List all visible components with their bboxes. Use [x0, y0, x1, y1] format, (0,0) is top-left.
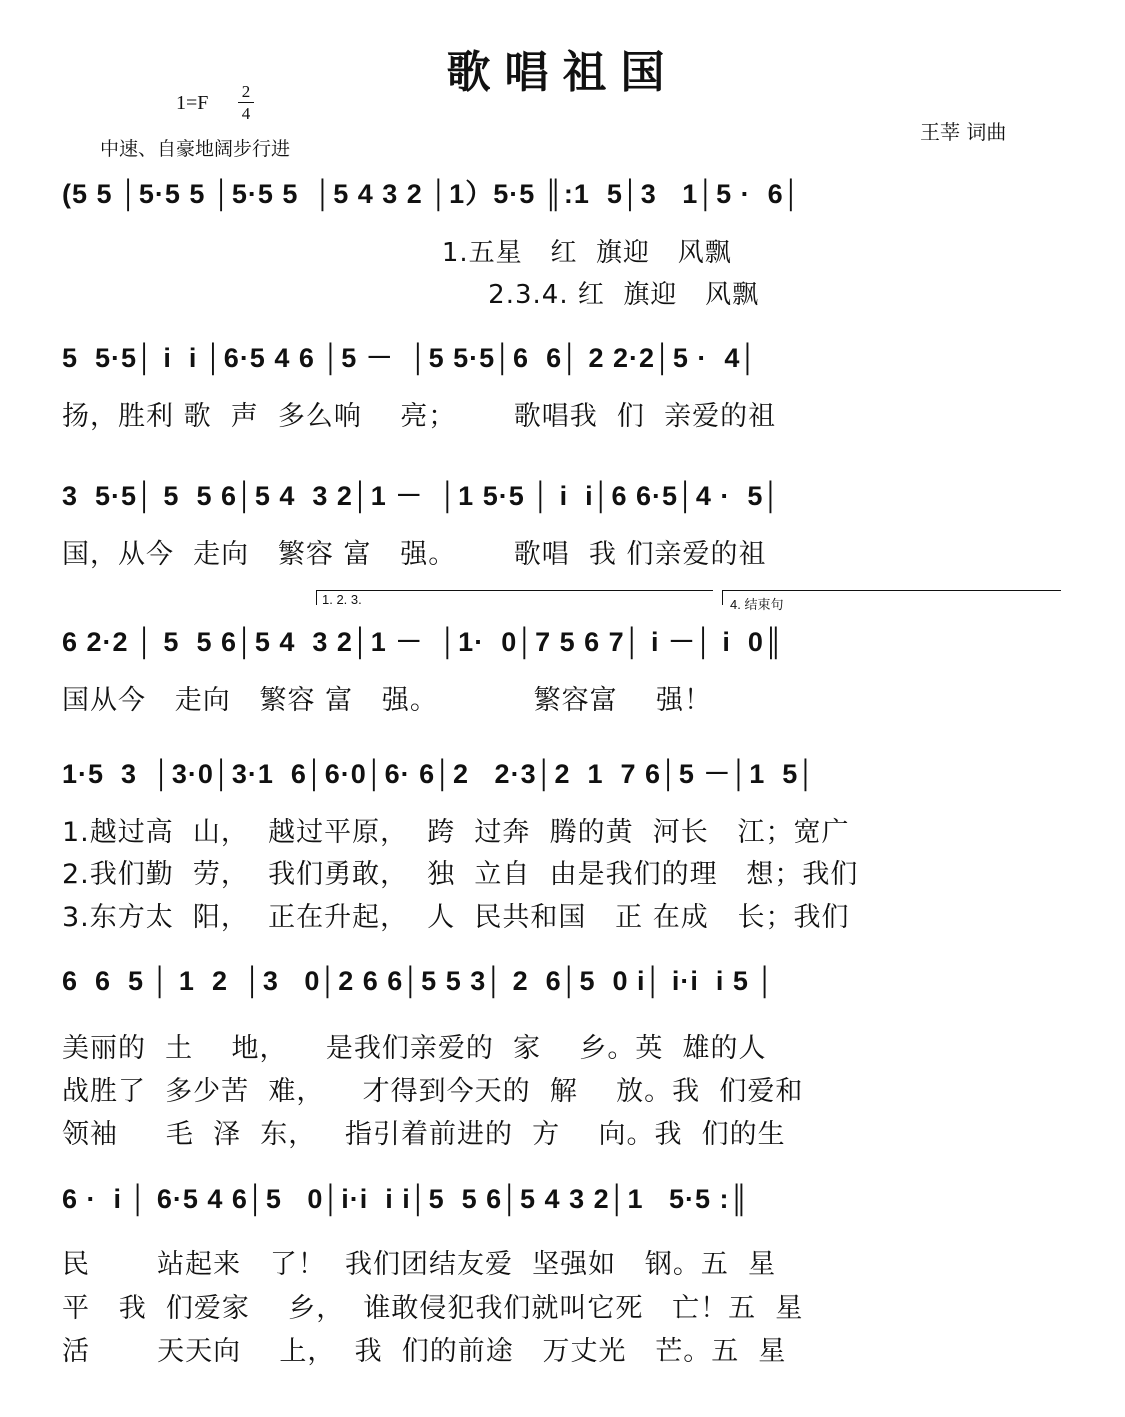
lyric-line-5-verse-3: 3.东方太 阳， 正在升起， 人 民共和国 正 在成 长；我们: [62, 902, 850, 933]
notation-line-4: 6 2·2 │ 5 5 6│5 4 3 2│1 － │1· 0│7 5 6 7│ i －│ i 0║: [62, 627, 785, 657]
time-signature-bottom: 4: [241, 104, 251, 123]
notation-line-6: 6 6 5 │ 1 2 │3 0│2 6 6│5 5 3│ 2 6│5 0 i│ i·i i 5 │: [62, 966, 776, 996]
notation-line-5: 1·5 3 │3·0│3·1 6│6·0│6· 6│2 2·3│2 1 7 6│5 －│1 5│: [62, 759, 817, 789]
song-title: 歌唱祖国: [446, 47, 679, 98]
volta-label-1: 1. 2. 3.: [322, 592, 362, 607]
lyric-line-7-verse-2: 平 我 们爱家 乡， 谁敢侵犯我们就叫它死 亡！五 星: [62, 1293, 804, 1324]
lyric-line-4: 国从今 走向 繁容 富 强。 繁容富 强！: [62, 685, 712, 716]
notation-line-3: 3 5·5│ 5 5 6│5 4 3 2│1 － │1 5·5 │ i i│6 6·5│4 · 5│: [62, 481, 782, 511]
lyric-line-1-verse-2: 2.3.4. 红 旗迎 风飘: [62, 280, 760, 310]
lyric-line-6-verse-2: 战胜了 多少苦 难， 才得到今天的 解 放。我 们爱和: [62, 1076, 804, 1107]
notation-line-7: 6 · i │ 6·5 4 6│5 0│i·i i i│5 5 6│5 4 3 2│1 5·5 :║: [62, 1184, 750, 1214]
time-signature: [238, 82, 254, 123]
lyric-line-7-verse-3: 活 天天向 上， 我 们的前途 万丈光 芒。五 星: [62, 1336, 787, 1367]
lyric-line-5-verse-1: 1.越过高 山， 越过平原， 跨 过奔 腾的黄 河长 江；宽广: [62, 817, 850, 848]
notation-line-1: (5 5 │5·5 5 │5·5 5 │5 4 3 2 │1）5·5 ║:1 5│3 1│5 · 6│: [62, 179, 802, 209]
author-credit: 王莘 词曲: [920, 120, 1007, 144]
lyric-line-7-verse-1: 民 站起来 了！ 我们团结友爱 坚强如 钢。五 星: [62, 1249, 777, 1280]
lyric-line-1-verse-1: 1.五星 红 旗迎 风飘: [62, 238, 732, 268]
time-signature-top: 2: [241, 82, 251, 101]
lyric-line-5-verse-2: 2.我们勤 劳， 我们勇敢， 独 立自 由是我们的理 想；我们: [62, 859, 859, 890]
notation-line-2: 5 5·5│ i i │6·5 4 6 │5 － │5 5·5│6 6│ 2 2·2│5 · 4│: [62, 343, 759, 373]
lyric-line-3: 国，从今 走向 繁容 富 强。 歌唱 我 们亲爱的祖: [62, 539, 767, 570]
lyric-line-6-verse-1: 美丽的 土 地， 是我们亲爱的 家 乡。英 雄的人: [62, 1033, 767, 1064]
key-signature: 1=F: [176, 92, 209, 114]
lyric-line-6-verse-3: 领袖 毛 泽 东， 指引着前进的 方 向。我 们的生: [62, 1119, 786, 1150]
volta-label-2: 4. 结束句: [730, 597, 784, 612]
tempo-marking: 中速、自豪地阔步行进: [100, 138, 291, 160]
volta-bracket-1: [316, 590, 713, 605]
lyric-line-2: 扬，胜利 歌 声 多么响 亮； 歌唱我 们 亲爱的祖: [62, 401, 777, 432]
